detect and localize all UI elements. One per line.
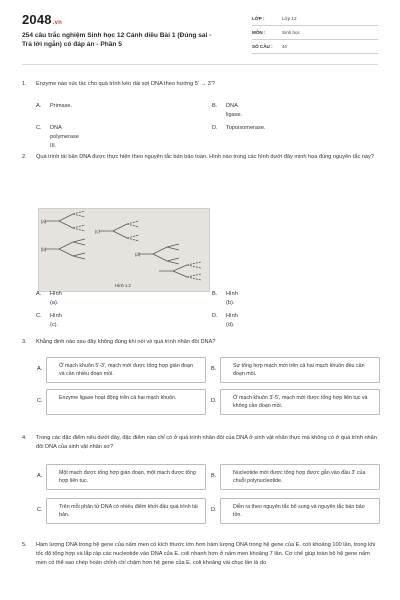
question-text (22, 434, 378, 452)
question-2-options (36, 290, 376, 328)
option-letter: A. (36, 103, 42, 109)
dna-replication-figure (38, 208, 210, 292)
meta-value: Lớp 12 (282, 16, 297, 21)
header-divider (22, 64, 378, 65)
option-text: Sự tổng hợp mạch mới trên cả hai mạch khuôn đều cần đoạn mồi. (233, 363, 365, 377)
figure-label-b: (b) (41, 247, 47, 252)
question-body: Hàm lượng DNA trong hệ gene của nấm men có kích thước lớn hơn hàm lượng DNA trong hệ gene của E. coli khoảng 100 lần, trong khi tốc độ tổng hợp và lắp ráp các nucleotide vào DNA của E. coli nhanh hơn ở nấm men khoảng 7 lần. Cơ chế giúp toàn bộ hệ gene nấm men có thể sao chép hoàn chỉnh chỉ chậm hơn hệ gene của E. coli khoảng vài chục lần là do (36, 542, 376, 566)
meta-label: MÔN : (252, 30, 266, 35)
option-text: Topoisomerase. (226, 125, 266, 131)
option-text: Enzyme ligase hoạt động trên cả hai mạch khuôn. (59, 395, 177, 401)
option-letter: D. (212, 125, 218, 131)
question-3 (22, 338, 378, 347)
option-text: DNA polymerase III. (50, 125, 79, 149)
question-number: 2. (22, 154, 27, 160)
option-text: Hình (d). (226, 313, 238, 328)
option-letter: C. (36, 125, 42, 131)
meta-row-class (252, 12, 378, 26)
page-title: 254 câu trắc nghiệm Sinh học 12 Cánh diều Bài 1 (Đúng sai - Trả lời ngắn) có đáp án - Phần 5 (22, 32, 212, 48)
question-body: Quá trình tái bản DNA được thực hiện theo nguyên tắc bán bảo toàn. Hình nào trong các hình dưới đây minh họa đúng nguyên tắc này? (36, 154, 374, 160)
option-text: Ở mạch khuôn 3'-5', mạch mới được tổng hợp liên tục và không cần đoạn mồi. (233, 395, 368, 409)
option-text: Trên mỗi phân tử DNA có nhiều điểm khởi đầu quá trình tái bản. (59, 504, 198, 518)
option-letter: A. (37, 473, 43, 479)
option-letter: C. (36, 313, 42, 319)
option-d[interactable] (211, 498, 380, 524)
option-text: DNA ligase. (226, 103, 243, 118)
option-b[interactable] (211, 357, 380, 383)
option-a[interactable] (37, 357, 206, 383)
option-text: Hình (c). (50, 313, 62, 328)
question-body: Enzyme nào xúc tác cho quá trình kéo dài sợi DNA theo hướng 5' → 3'? (36, 81, 215, 87)
question-text (22, 338, 378, 347)
option-c[interactable] (37, 389, 206, 415)
option-text: Hình (a). (50, 291, 62, 306)
option-text: Diễn ra theo nguyên tắc bổ sung và nguyên tắc bán bảo tồn. (233, 504, 365, 518)
figure-label-d: (d) (135, 252, 141, 257)
question-text (22, 80, 378, 89)
figure-label-a: (a) (41, 219, 47, 224)
meta-value: Sinh học (282, 30, 300, 35)
figure-caption: Hình 1.2 (115, 283, 131, 288)
option-b[interactable] (211, 464, 380, 490)
logo-suffix: .vn (52, 20, 63, 26)
option-text: Ở mạch khuôn 5'-3', mạch mới được tổng hợp gián đoạn và cần nhiều đoạn mồi. (59, 363, 193, 377)
question-1 (22, 80, 378, 89)
option-letter: B. (211, 473, 217, 479)
meta-row-count (252, 40, 378, 54)
option-letter: A. (37, 366, 43, 372)
page-header (0, 0, 400, 60)
meta-value: 40 (282, 44, 288, 49)
option-letter: A. (36, 291, 42, 297)
meta-label: LỚP : (252, 16, 265, 21)
question-3-options (36, 357, 376, 417)
option-letter: C. (37, 507, 43, 513)
option-text: Primase. (50, 103, 73, 109)
question-body: Trong các đặc điểm nêu dưới đây, đặc điểm nào chỉ có ở quá trình nhân đôi của DNA ở sinh vật nhân thực mà không có ở quá trình nhân đôi DNA của sinh vật nhân sơ? (36, 435, 377, 450)
option-d[interactable] (211, 389, 380, 415)
option-text: Hình (b). (226, 291, 238, 306)
figure-drawing (39, 209, 209, 291)
site-logo[interactable] (22, 12, 62, 27)
option-letter: B. (212, 103, 218, 109)
question-2 (22, 153, 378, 162)
question-text (22, 153, 378, 162)
option-letter: D. (211, 507, 217, 513)
question-number: 3. (22, 339, 27, 345)
question-4-options (36, 464, 376, 526)
question-number: 4. (22, 435, 27, 441)
question-number: 1. (22, 81, 27, 87)
question-number: 5. (22, 542, 27, 548)
question-5 (22, 541, 378, 568)
question-text (22, 541, 378, 568)
option-letter: D. (212, 313, 218, 319)
option-text: Một mạch được tổng hợp gián đoạn, một mạch được tổng hợp liên tục. (59, 470, 196, 484)
question-body: Khẳng định nào sau đây không đúng khi nói về quá trình nhân đôi DNA? (36, 339, 216, 345)
meta-row-subject (252, 26, 378, 40)
question-4 (22, 434, 378, 452)
logo-main: 2048 (22, 12, 52, 27)
option-letter: C. (37, 398, 43, 404)
question-1-options (36, 102, 376, 149)
meta-table (252, 12, 378, 54)
figure-background (39, 209, 209, 291)
figure-label-c: (c) (95, 229, 100, 234)
meta-label: SỐ CÂU : (252, 44, 273, 49)
option-c[interactable] (37, 498, 206, 524)
option-text: Nucleotide mới được tổng hợp được gắn vào đầu 3' của chuỗi polynucleotide. (233, 470, 366, 484)
option-letter: B. (212, 291, 218, 297)
option-letter: B. (211, 366, 217, 372)
option-letter: D. (211, 398, 217, 404)
option-a[interactable] (37, 464, 206, 490)
